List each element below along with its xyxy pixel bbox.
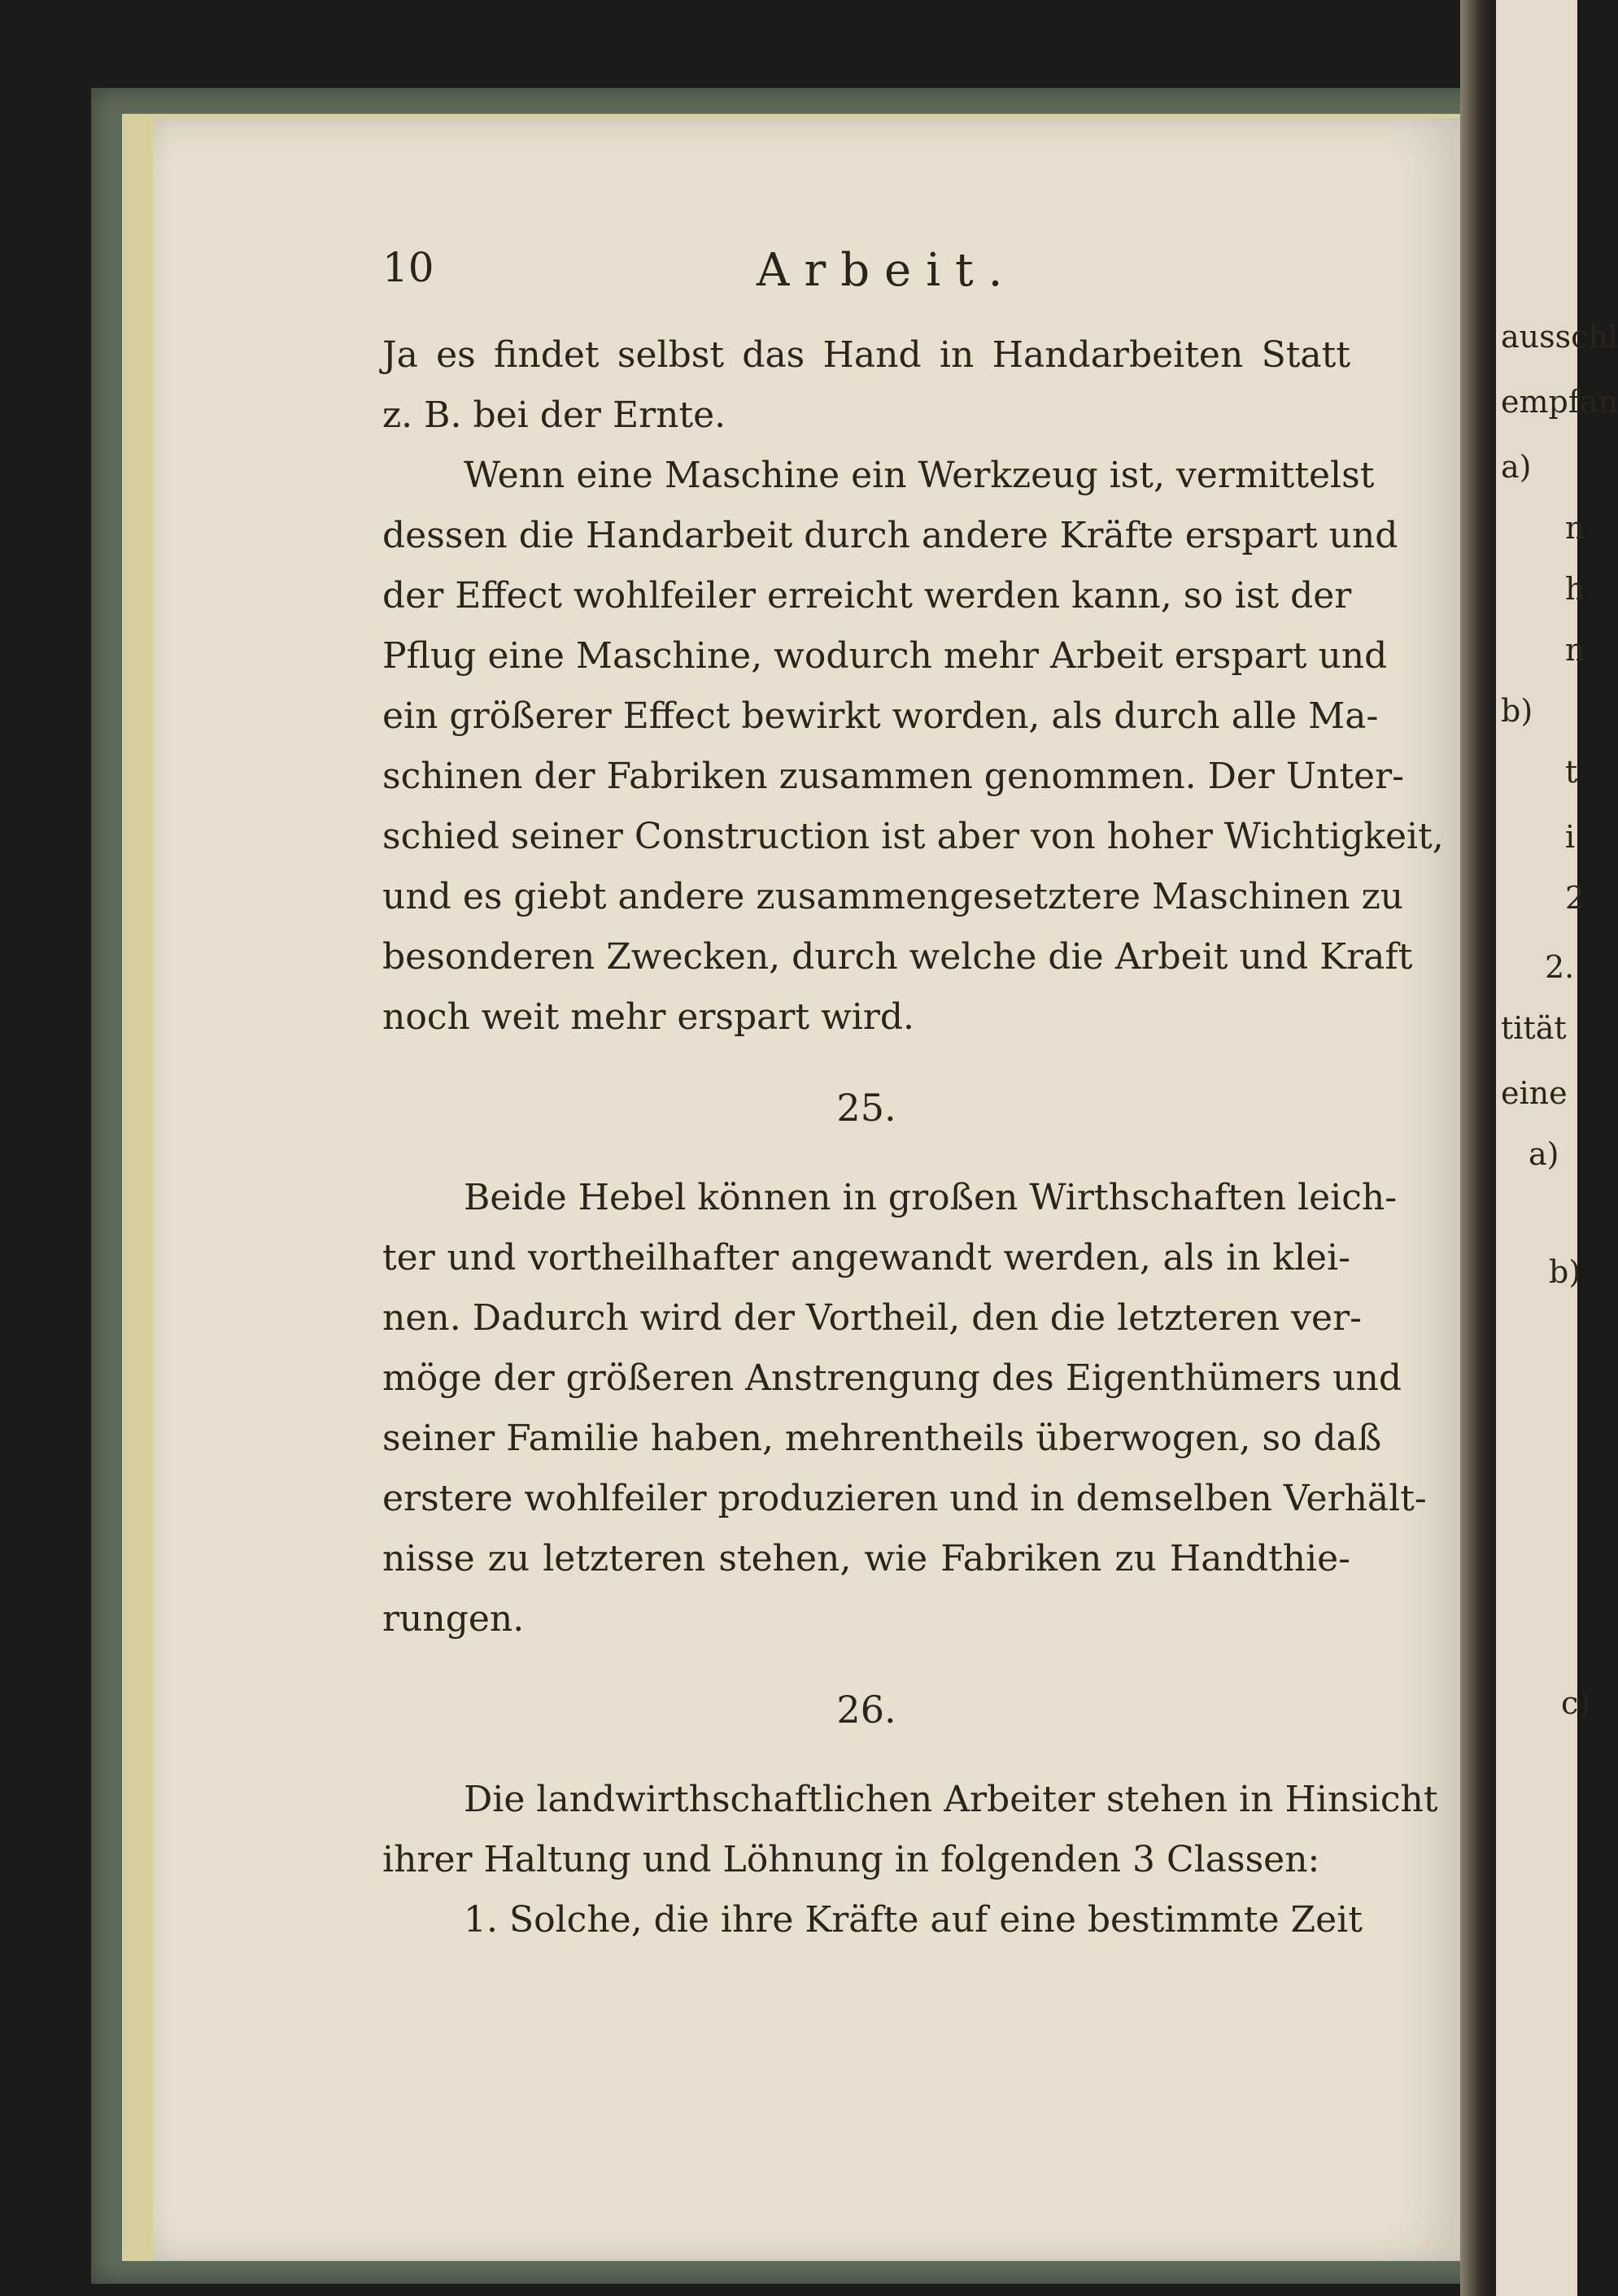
text-line: z. B. bei der Ernte. [382,394,726,436]
body-text [382,325,1444,1950]
paragraph [382,446,1444,1048]
facing-fragment: c) [1561,1685,1591,1721]
facing-fragment: 2 [1565,880,1585,916]
running-title: Arbeit. [757,244,1018,297]
text-line: und es giebt andere zusammengesetztere Maschinen zu [382,876,1404,917]
facing-fragment: n [1565,632,1585,668]
text-line: rungen. [382,1598,525,1640]
text-line: ter und vortheilhafter angewandt werden, als in klei- [382,1237,1350,1279]
text-line: 1. Solche, die ihre Kräfte auf eine bestimmte Zeit [464,1899,1363,1941]
section-number: 25. [836,1086,896,1130]
facing-fragment: a) [1501,449,1532,485]
section-number: 26. [836,1688,896,1732]
running-head [382,244,1342,297]
facing-fragment: tität [1501,1010,1567,1046]
text-line: ihrer Haltung und Löhnung in folgenden 3 Classen: [382,1839,1320,1880]
text-line: Pflug eine Maschine, wodurch mehr Arbeit erspart und [382,635,1388,677]
facing-fragment: i [1565,819,1576,855]
facing-fragment: eine [1501,1075,1568,1111]
text-line: ein größerer Effect bewirkt worden, als durch alle Ma- [382,695,1379,737]
text-line: noch weit mehr erspart wird. [382,996,915,1038]
facing-fragment: ausschl [1501,319,1618,355]
facing-fragment: 2. [1545,949,1575,985]
text-line: möge der größeren Anstrengung des Eigenthümers und [382,1357,1402,1399]
paragraph [382,1168,1427,1649]
page-number: 10 [382,244,434,291]
book-gutter [1460,0,1496,2296]
text-line: schinen der Fabriken zusammen genommen. Der Unter- [382,756,1404,797]
facing-fragment: b) [1501,693,1533,729]
facing-fragment: b) [1549,1254,1581,1290]
paragraph [382,1770,1438,1950]
text-line: nen. Dadurch wird der Vortheil, den die letzteren ver- [382,1297,1362,1339]
facing-page [1496,0,1618,2296]
facing-fragment: n [1565,510,1585,546]
text-line: seiner Familie haben, mehrentheils überwogen, so daß [382,1418,1382,1459]
text-line: Wenn eine Maschine ein Werkzeug ist, vermittelst [464,455,1375,496]
text-line: nisse zu letzteren stehen, wie Fabriken zu Handthie- [382,1538,1350,1579]
text-line: schied seiner Construction ist aber von hoher Wichtigkeit, [382,816,1444,857]
text-line: Ja es findet selbst das Hand in Handarbeiten Statt [382,334,1350,376]
facing-fragment: a) [1529,1136,1559,1172]
text-line: erstere wohlfeiler produzieren und in demselben Verhält- [382,1478,1427,1519]
text-line: dessen die Handarbeit durch andere Kräfte erspart und [382,515,1398,556]
text-line: Beide Hebel können in großen Wirthschaften leich- [464,1177,1398,1218]
facing-fragment: empfan [1501,384,1618,420]
text-line: Die landwirthschaftlichen Arbeiter stehen in Hinsicht [464,1779,1438,1820]
paragraph [382,325,1350,446]
facing-fragment: h [1565,571,1585,607]
facing-fragment: t [1565,754,1578,790]
text-line: besonderen Zwecken, durch welche die Arbeit und Kraft [382,936,1413,978]
text-line: der Effect wohlfeiler erreicht werden kann, so ist der [382,575,1352,616]
